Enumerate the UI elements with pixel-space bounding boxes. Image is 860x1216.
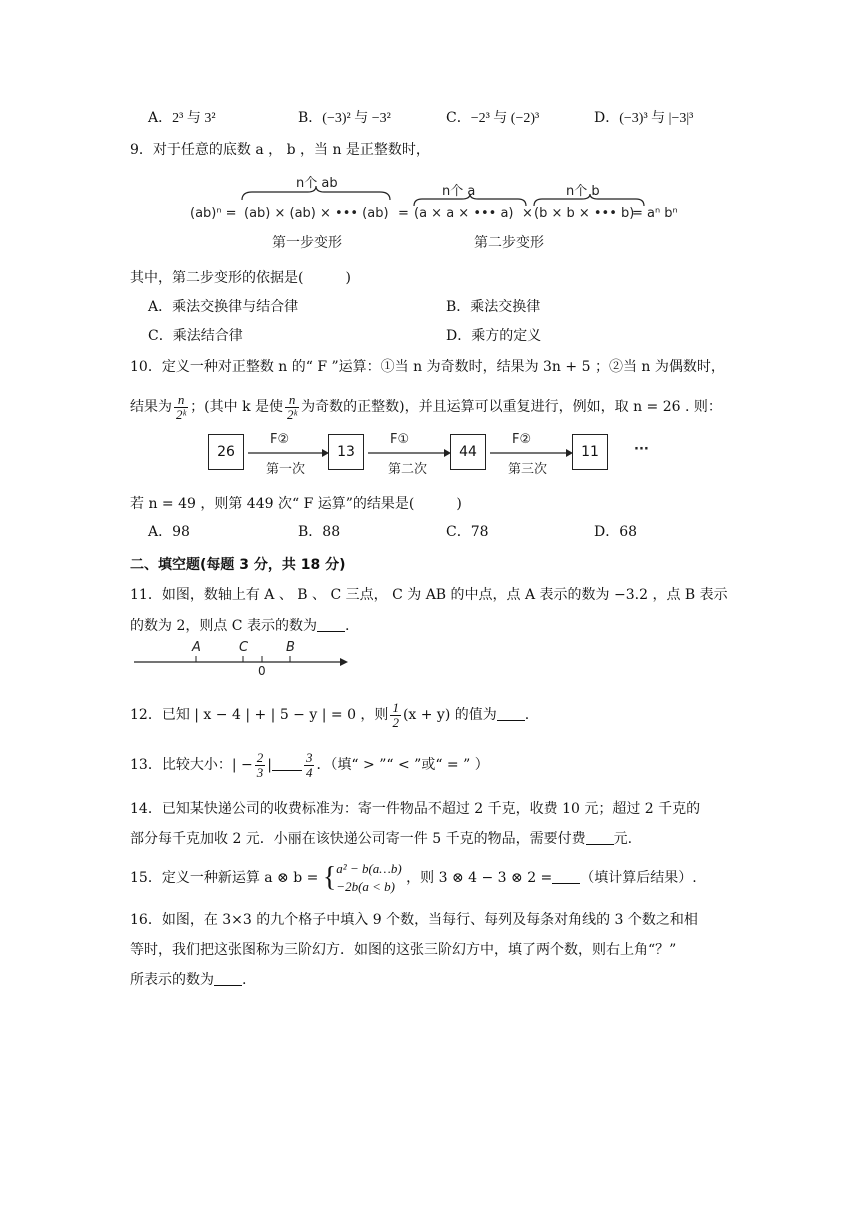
q9-diagram-times: ×	[522, 206, 533, 221]
q10-option-a[interactable]: A．98	[148, 524, 190, 540]
q8-option-c-label: C．	[446, 110, 471, 126]
q10-box-3: 44	[450, 434, 486, 470]
q9-diagram-step2: 第二步变形	[474, 235, 544, 251]
q15-case2: −2b(a < b)	[336, 879, 395, 894]
q12-frac-num: 1	[392, 699, 399, 715]
q9-diagram-group2: (a × a × ••• a)	[414, 206, 514, 221]
q10-arrow-2-bottom: 第二次	[388, 462, 428, 477]
q11-point-a: A	[192, 640, 201, 655]
q11-line1: 11．如图，数轴上有 A 、 B 、 C 三点， C 为 AB 的中点，点 A 表示的数为 −3.2 ，点 B 表示	[130, 587, 728, 603]
q9-diagram-step1: 第一步变形	[272, 235, 342, 251]
q11-point-c: C	[239, 640, 249, 655]
q10-line2-b: ；(其中 k 是使	[190, 399, 284, 415]
q12-frac-den: 2	[392, 714, 399, 730]
q16-line3	[130, 970, 246, 990]
q14-line2-end: 元.	[613, 831, 633, 847]
q9-diagram-top-right: n个 b	[566, 184, 600, 199]
q16-line2: 等时，我们把这张图称为三阶幻方．如图的这张三阶幻方中，填了两个数，则右上角“？”	[130, 942, 677, 958]
q15-pre: 15．定义一种新运算 a ⊗ b =	[130, 870, 319, 886]
q16-line1: 16．如图，在 3×3 的九个格子中填入 9 个数，当每行、每列及每条对角线的 3 个数之和相	[130, 912, 698, 928]
q10-box-2: 13	[328, 434, 364, 470]
q11-line2-text: 的数为 2，则点 C 表示的数为	[130, 618, 317, 634]
q9-diagram-eq: =	[398, 206, 409, 221]
q10-frac1-num: n	[174, 393, 188, 408]
q10-frac2-num: n	[285, 393, 299, 408]
q9-option-b[interactable]: B．乘法交换律	[446, 299, 541, 315]
q10-arrow-1-bottom: 第一次	[266, 462, 306, 477]
q12-end: .	[524, 707, 530, 723]
q13-mid: |	[267, 757, 272, 773]
q10-line1: 10．定义一种对正整数 n 的“ F ”运算：①当 n 为奇数时，结果为 3n + 5 ；②当 n 为偶数时，	[130, 359, 725, 375]
q13-line	[130, 750, 489, 780]
q14-line1: 14．已知某快递公司的收费标准为：寄一件物品不超过 2 千克，收费 10 元；超过 2 千克的	[130, 801, 701, 817]
q10-line2-a: 结果为	[130, 399, 172, 415]
q14-line2	[130, 829, 632, 849]
q10-arrow-2-top: F①	[390, 432, 410, 447]
q10-line2-c: 为奇数的正整数)，并且运算可以重复进行，例如，取 n = 26 . 则：	[301, 399, 722, 415]
q8-option-d-label: D．	[594, 110, 620, 126]
q11-line2-end: .	[344, 618, 350, 634]
q15-answer-blank[interactable]	[552, 869, 580, 884]
q10-arrow-3-bottom: 第三次	[508, 462, 548, 477]
q10-box-4: 11	[572, 434, 608, 470]
q10-frac1-den: 2ᵏ	[176, 406, 187, 422]
q9-option-d[interactable]: D．乘方的定义	[446, 328, 542, 344]
q10-frac2-den: 2ᵏ	[287, 406, 298, 422]
q15-left-brace: {	[322, 862, 337, 893]
section-2-title: 二、填空题(每题 3 分，共 18 分)	[130, 557, 346, 573]
q9-diagram-top-left: n个 ab	[296, 176, 338, 191]
q10-arrow-3-top: F②	[512, 432, 532, 447]
q9-diagram-lhs: (ab)ⁿ =	[190, 206, 237, 221]
q15-case1: a² − b(a…b)	[336, 861, 402, 876]
q15-mid: ，则 3 ⊗ 4 − 3 ⊗ 2 =	[406, 870, 553, 886]
q14-answer-blank[interactable]	[586, 830, 614, 845]
q10-question: 若 n = 49 ，则第 449 次“ F 运算”的结果是( )	[130, 496, 462, 512]
q10-option-b[interactable]: B．88	[298, 524, 341, 540]
q16-line3-text: 所表示的数为	[130, 972, 214, 988]
q9-option-c[interactable]: C．乘法结合律	[148, 328, 243, 344]
q8-option-c-text: −2³ 与 (−2)³	[470, 111, 540, 126]
q10-option-d[interactable]: D．68	[594, 524, 638, 540]
q12-pre: 12．已知 | x − 4 | + | 5 − y | = 0 ，则	[130, 707, 389, 723]
q16-line3-end: .	[242, 972, 247, 988]
q13-pre: 13．比较大小：| −	[130, 757, 253, 773]
q13-frac1-num: 2	[256, 749, 264, 765]
q15-line	[130, 858, 697, 898]
q9-diagram-group3: (b × b × ••• b)	[534, 206, 635, 221]
q8-option-a-text: 2³ 与 3²	[172, 111, 216, 126]
q10-ellipsis: ···	[634, 442, 649, 457]
q8-option-d-text: (−3)³ 与 |−3|³	[619, 111, 694, 126]
q9-diagram-rhs: = aⁿ bⁿ	[632, 206, 678, 221]
q9-option-a[interactable]: A．乘法交换律与结合律	[148, 299, 299, 315]
q15-cases	[336, 860, 401, 896]
q10-box-1: 26	[208, 434, 244, 470]
q9-diagram-group1: (ab) × (ab) × ••• (ab)	[244, 206, 389, 221]
q13-frac2-den: 4	[305, 764, 313, 780]
q13-frac1-den: 3	[256, 764, 264, 780]
q13-frac2-num: 3	[305, 749, 313, 765]
q9-stem: 9．对于任意的底数 a ， b ，当 n 是正整数时，	[130, 142, 430, 158]
q8-option-a-label: A．	[148, 110, 173, 126]
q11-point-b: B	[286, 640, 295, 655]
q12-answer-blank[interactable]	[497, 706, 525, 721]
q16-answer-blank[interactable]	[214, 971, 242, 986]
q12-line	[130, 700, 529, 730]
q13-answer-blank[interactable]	[272, 756, 302, 771]
q13-post: ．（填“ > ”“ < ”或“ = ” ）	[316, 757, 489, 773]
q9-diagram-top-mid: n个 a	[442, 184, 476, 199]
q10-arrow-1-top: F②	[270, 432, 290, 447]
q14-line2-text: 部分每千克加收 2 元．小丽在该快递公司寄一件 5 千克的物品，需要付费	[130, 831, 586, 847]
q8-option-b-label: B．	[298, 110, 323, 126]
q9-question: 其中，第二步变形的依据是( )	[130, 270, 351, 286]
q8-option-b-text: (−3)² 与 −3²	[322, 111, 391, 126]
q15-post: （填计算后结果）.	[580, 870, 697, 886]
q11-zero-label: 0	[258, 664, 266, 678]
q12-post: (x + y) 的值为	[402, 707, 497, 723]
q10-option-c[interactable]: C．78	[446, 524, 489, 540]
